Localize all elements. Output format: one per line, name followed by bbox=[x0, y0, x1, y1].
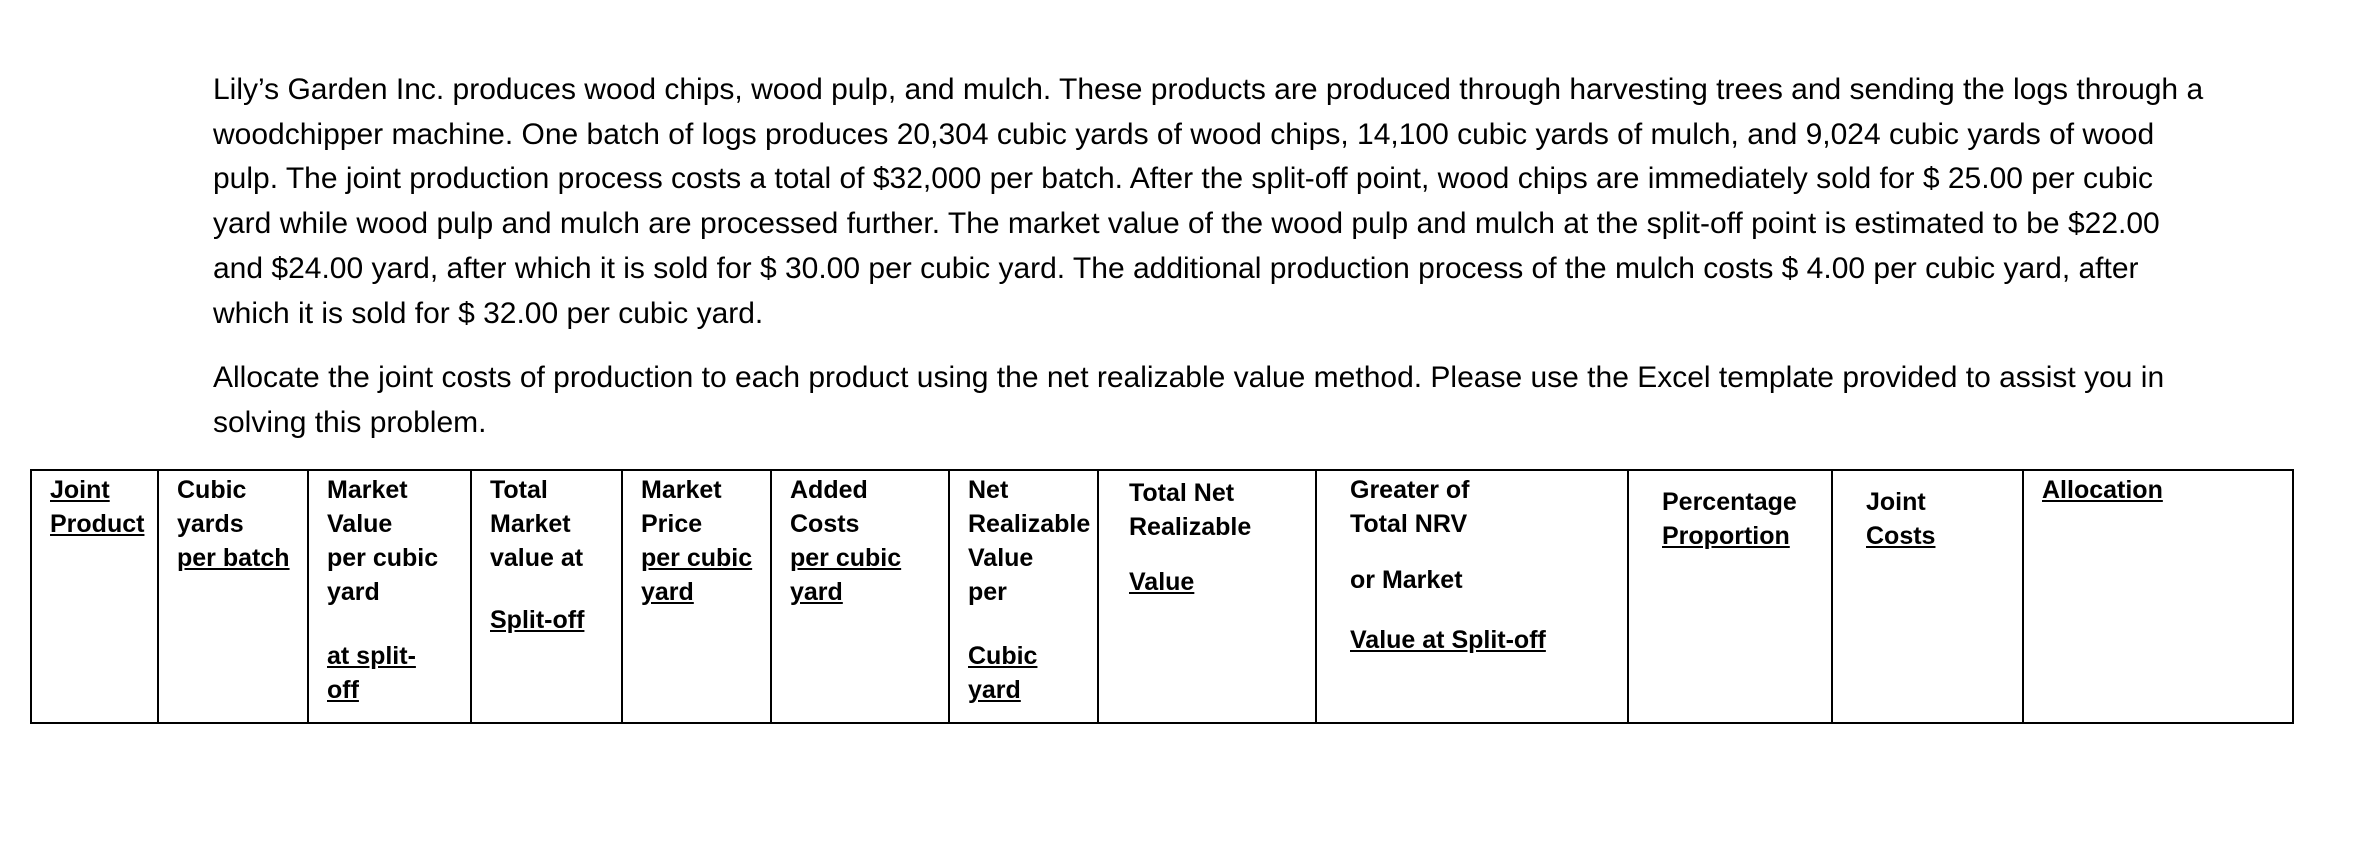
header-greater-of-line1: Greater of bbox=[1350, 476, 1470, 504]
col-percentage bbox=[1629, 471, 1833, 722]
header-total-nrv-line1: Total Net bbox=[1129, 479, 1235, 507]
header-added-costs-line1: Added bbox=[790, 476, 868, 504]
header-cubic-yards-line3: per batch bbox=[177, 544, 290, 572]
header-market-value-line6: off bbox=[327, 676, 359, 704]
header-greater-of-line4: Value at Split-off bbox=[1350, 626, 1546, 654]
header-joint-product-line1: Joint bbox=[50, 476, 110, 504]
header-joint-costs-line2: Costs bbox=[1866, 522, 1936, 550]
col-greater-of bbox=[1317, 471, 1629, 722]
col-joint-costs bbox=[1833, 471, 2024, 722]
header-market-price-line2: Price bbox=[641, 510, 703, 538]
col-total-nrv bbox=[1099, 471, 1317, 722]
header-market-value-line3: per cubic bbox=[327, 544, 439, 572]
header-total-market-value-line4: Split-off bbox=[490, 606, 585, 634]
problem-paragraph-1: Lily’s Garden Inc. produces wood chips, wood pulp, and mulch. These products are produced through harvesting trees and sending the logs through a woodchipper machine. One batch of logs produces 20,304 cubic yards of wood chips, 14,100 cubic yards of mulch, and 9,024 cubic yards of wood pulp. The joint production process costs a total of $32,000 per batch. After the split-off point, wood chips are immediately sold for $ 25.00 per cubic yard while wood pulp and mulch are processed further. The market value of the wood pulp and mulch at the split-off point is estimated to be $22.00 and $24.00 yard, after which it is sold for $ 30.00 per cubic yard. The additional production process of the mulch costs $ 4.00 per cubic yard, after which it is sold for $ 32.00 per cubic yard. bbox=[213, 73, 2204, 330]
col-added-costs bbox=[772, 471, 950, 722]
header-total-nrv-line2: Realizable bbox=[1129, 513, 1252, 541]
header-market-value-line2: Value bbox=[327, 510, 393, 538]
col-joint-product bbox=[32, 471, 159, 722]
header-cubic-yards-line2: yards bbox=[177, 510, 244, 538]
header-percentage-line1: Percentage bbox=[1662, 488, 1797, 516]
header-nrv-line3: Value bbox=[968, 544, 1034, 572]
header-added-costs-line2: Costs bbox=[790, 510, 860, 538]
header-market-price-line4: yard bbox=[641, 578, 694, 606]
header-market-value-line5: at split- bbox=[327, 642, 416, 670]
header-cubic-yards-line1: Cubic bbox=[177, 476, 247, 504]
header-nrv-line6: yard bbox=[968, 676, 1021, 704]
header-greater-of-line2: Total NRV bbox=[1350, 510, 1468, 538]
header-joint-product-line2: Product bbox=[50, 510, 145, 538]
header-joint-costs-line1: Joint bbox=[1866, 488, 1926, 516]
header-percentage-line2: Proportion bbox=[1662, 522, 1790, 550]
col-cubic-yards bbox=[159, 471, 309, 722]
col-total-market-value bbox=[472, 471, 623, 722]
header-added-costs-line4: yard bbox=[790, 578, 843, 606]
col-market-value bbox=[309, 471, 472, 722]
header-nrv-line1: Net bbox=[968, 476, 1009, 504]
header-greater-of-line3: or Market bbox=[1350, 566, 1463, 594]
header-total-market-value-line3: value at bbox=[490, 544, 584, 572]
header-added-costs-line3: per cubic bbox=[790, 544, 902, 572]
header-allocation: Allocation bbox=[2042, 476, 2163, 504]
header-market-value-line4: yard bbox=[327, 578, 380, 606]
col-market-price bbox=[623, 471, 772, 722]
problem-paragraph-2: Allocate the joint costs of production to each product using the net realizable value method. Please use the Excel template provided to assist you in solving this problem. bbox=[213, 361, 2165, 439]
header-total-nrv-line3: Value bbox=[1129, 568, 1195, 596]
header-nrv-line2: Realizable bbox=[968, 510, 1091, 538]
header-nrv-line5: Cubic bbox=[968, 642, 1038, 670]
header-market-price-line3: per cubic bbox=[641, 544, 753, 572]
header-nrv-line4: per bbox=[968, 578, 1007, 606]
header-total-market-value-line2: Market bbox=[490, 510, 571, 538]
col-nrv-per-yard bbox=[950, 471, 1099, 722]
header-market-price-line1: Market bbox=[641, 476, 722, 504]
col-allocation bbox=[2024, 471, 2292, 722]
header-total-market-value-line1: Total bbox=[490, 476, 548, 504]
allocation-table bbox=[30, 469, 2294, 724]
header-market-value-line1: Market bbox=[327, 476, 408, 504]
